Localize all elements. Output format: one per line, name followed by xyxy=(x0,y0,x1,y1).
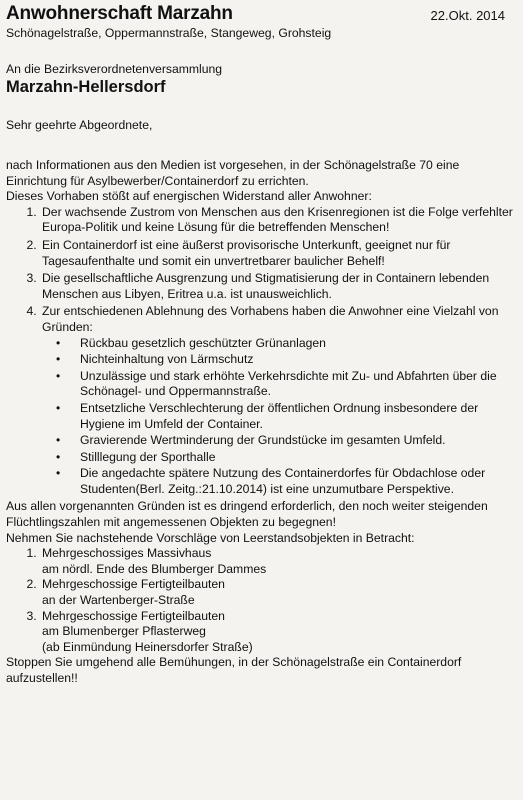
bullet-icon: • xyxy=(56,400,61,415)
opposition-statement: Dieses Vorhaben stößt auf energischen Widerstand aller Anwohner: xyxy=(6,189,372,204)
bullet-item xyxy=(56,368,516,400)
proposal-location: an der Wartenberger-Straße xyxy=(42,593,195,608)
proposals-list xyxy=(6,546,516,655)
salutation: Sehr geehrte Abgeordnete, xyxy=(6,118,153,132)
recipient-line: An die Bezirksverordnetenversammlung xyxy=(6,62,223,76)
proposals-intro: Nehmen Sie nachstehende Vorschläge von Leerstandsobjekten in Betracht: xyxy=(6,530,415,545)
letter-body xyxy=(6,158,516,687)
list-item-text: Zur entschiedenen Ablehnung des Vorhabens haben die Anwohner eine Vielzahl von Gründen: xyxy=(42,304,499,334)
bullet-text: Stilllegung der Sporthalle xyxy=(80,449,216,464)
bullet-text: Rückbau gesetzlich geschützter Grünanlagen xyxy=(80,335,326,350)
bullet-icon: • xyxy=(56,352,61,367)
proposal-title: 2. Mehrgeschossige Fertigteilbauten xyxy=(42,577,225,592)
bullet-text: Entsetzliche Verschlechterung der öffentlichen Ordnung insbesondere der Hygiene im Umfeld der Container. xyxy=(80,400,479,431)
recipient-name: Marzahn-Hellersdorf xyxy=(6,78,166,96)
conclusion-paragraph: Aus allen vorgenannten Gründen ist es dringend erforderlich, den noch weiter steigenden Flüchtlingszahlen mit angemessenen Objekten zu begegnen! xyxy=(6,499,488,530)
list-item: 1. Der wachsende Zustrom von Menschen aus den Krisenregionen ist die Folge verfehlter Europa-Politik und keine Lösung für die betreffenden Menschen! xyxy=(40,205,516,236)
bullet-icon: • xyxy=(56,368,61,383)
closing-paragraph: Stoppen Sie umgehend alle Bemühungen, in der Schönagelstraße ein Containerdorf aufzustellen!! xyxy=(6,655,462,685)
sender-heading: Anwohnerschaft Marzahn xyxy=(6,3,233,24)
bullet-icon: • xyxy=(56,449,61,464)
bullet-item xyxy=(56,400,516,432)
bullet-item xyxy=(56,466,516,497)
proposal-note: (ab Einmündung Heinersdorfer Straße) xyxy=(42,639,253,654)
bullet-item xyxy=(56,335,516,352)
list-item xyxy=(40,304,516,497)
bullet-item xyxy=(56,433,516,449)
bullet-text: Unzulässige und stark erhöhte Verkehrsdichte mit Zu- und Abfahrten über die Schönagel- und Oppermannstraße. xyxy=(80,368,497,399)
proposal-title: 3. Mehrgeschossige Fertigteilbauten xyxy=(42,608,225,623)
bullet-text: Gravierende Wertminderung der Grundstücke im gesamten Umfeld. xyxy=(80,433,446,448)
bullet-icon: • xyxy=(56,335,61,350)
reasons-bullet-list xyxy=(42,336,516,498)
bullet-text: Nichteinhaltung von Lärmschutz xyxy=(80,352,254,367)
bullet-icon: • xyxy=(56,433,61,448)
bullet-text: Die angedachte spätere Nutzung des Containerdorfes für Obdachlose oder Studenten(Berl. Zeitg.:21.10.2014) ist eine unzumutbare Perspektive. xyxy=(80,466,486,496)
reasons-list xyxy=(6,205,516,498)
bullet-icon: • xyxy=(56,466,61,481)
sender-streets: Schönagelstraße, Oppermannstraße, Stangeweg, Grohsteig xyxy=(6,26,332,40)
bullet-item xyxy=(56,449,516,466)
list-item xyxy=(40,609,516,656)
proposal-title: 1. Mehrgeschossiges Massivhaus xyxy=(42,546,212,561)
intro-paragraph: nach Informationen aus den Medien ist vorgesehen, in der Schönagelstraße 70 eine Einrichtung für Asylbewerber/Containerdorf zu errichten. xyxy=(6,158,460,188)
proposal-location: am nördl. Ende des Blumberger Dammes xyxy=(42,561,267,576)
list-item: 3. Die gesellschaftliche Ausgrenzung und Stigmatisierung der in Containern lebenden Menschen aus Libyen, Eritrea u.a. ist unausweichlich. xyxy=(40,271,516,302)
proposal-location: am Blumenberger Pflasterweg xyxy=(42,624,206,639)
list-item: 2. Ein Containerdorf ist eine äußerst provisorische Unterkunft, geeignet nur für Tagesaufenthalte und somit ein unvertretbarer baulicher Behelf! xyxy=(40,238,516,269)
list-item xyxy=(40,546,516,577)
letter-date: 22.Okt. 2014 xyxy=(430,8,505,23)
list-item xyxy=(40,577,516,608)
bullet-item xyxy=(56,352,516,368)
